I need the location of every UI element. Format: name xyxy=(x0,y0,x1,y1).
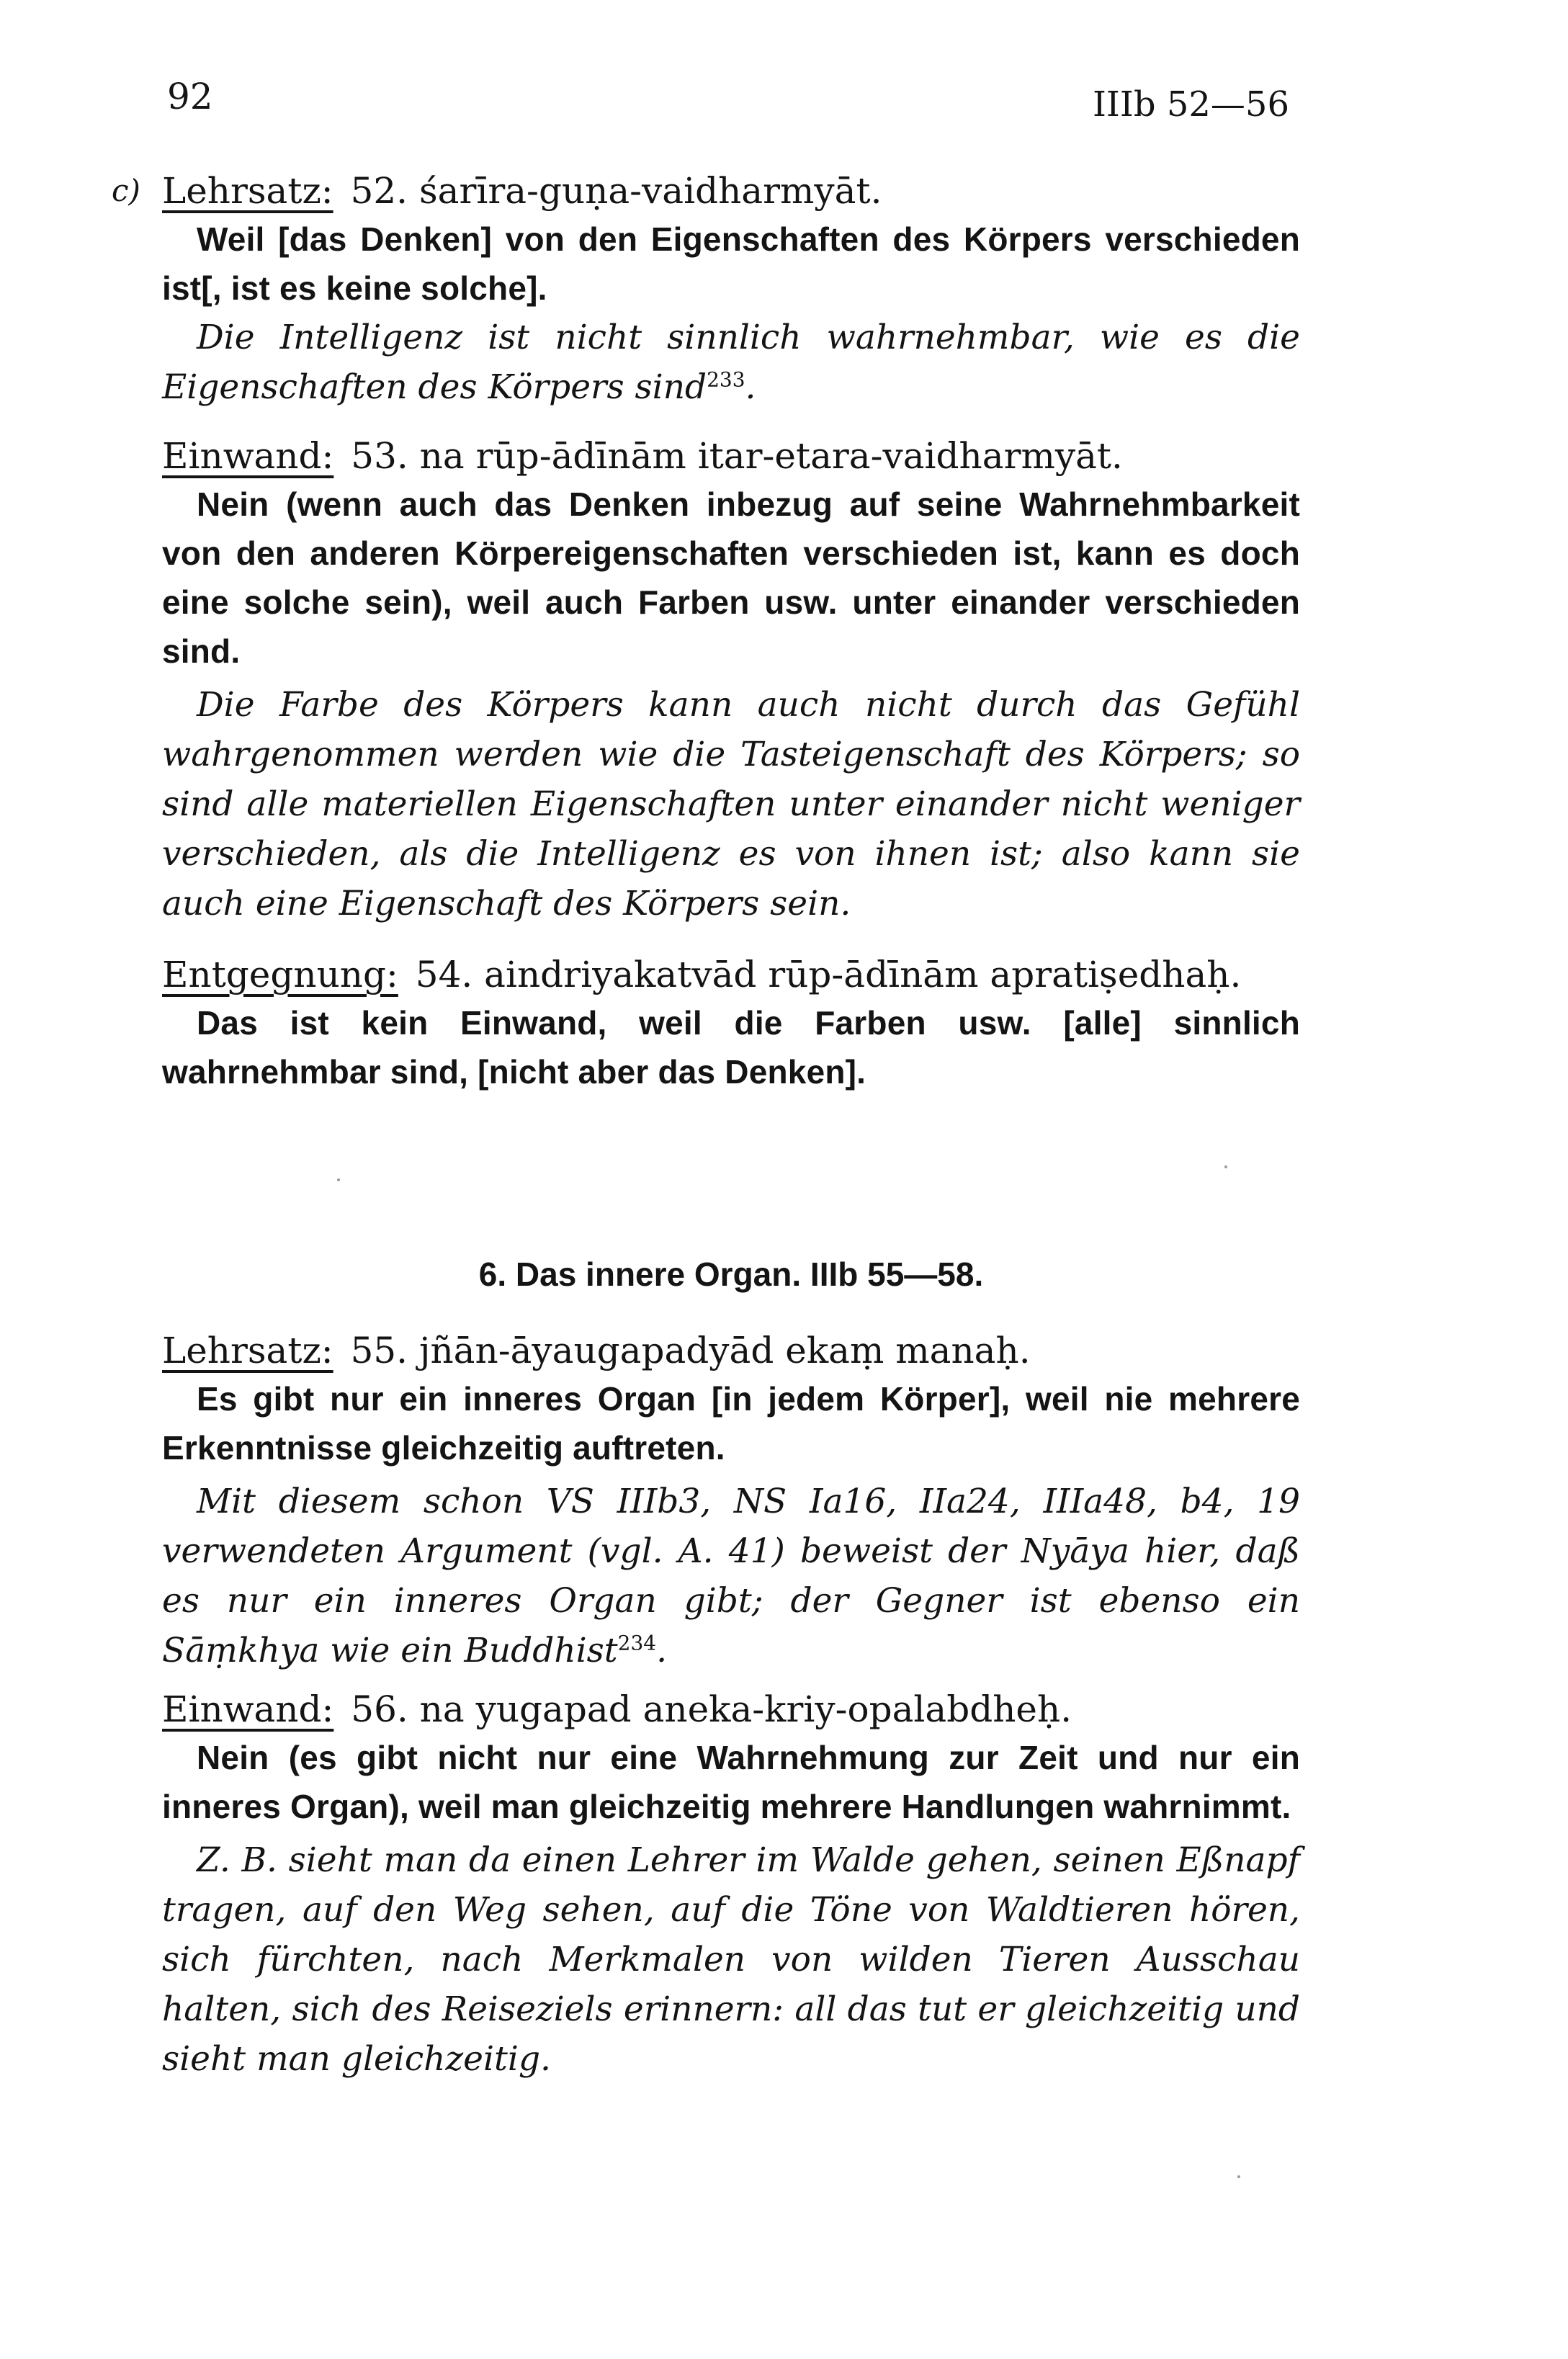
page-number: 92 xyxy=(167,76,213,117)
sutra-label: Einwand: xyxy=(162,1688,334,1730)
sutra-label: Lehrsatz: xyxy=(162,1330,333,1371)
sutra-text: 53. na rūp-ādīnām itar-etara-vaidharmyāt. xyxy=(351,435,1123,477)
sutra-translation: Das ist kein Einwand, weil die Farben usw. [alle] sinnlich wahrnehmbar sind, [nicht aber das Denken]. xyxy=(162,1004,1300,1091)
sutra-translation: Es gibt nur ein inneres Organ [in jedem Körper], weil nie mehrere Erkenntnisse gleichzeitig auftreten. xyxy=(162,1380,1300,1467)
section-marker: c) xyxy=(112,173,140,208)
speck xyxy=(337,1178,340,1181)
sutra-translation: Weil [das Denken] von den Eigenschaften des Körpers verschieden ist[, ist es keine solche]. xyxy=(162,220,1300,307)
sutra-54-line xyxy=(162,951,1300,998)
sutra-translation: Nein (wenn auch das Denken inbezug auf seine Wahrnehmbarkeit von den anderen Körpereigenschaften verschieden ist, kann es doch eine solche sein), weil auch Farben usw. unter einander verschieden sind. xyxy=(162,485,1300,670)
commentary-end: . xyxy=(656,1631,668,1670)
section-heading: 6. Das innere Organ. IIIb 55—58. xyxy=(478,1255,984,1293)
sutra-text: 56. na yugapad aneka-kriy-opalabdheḥ. xyxy=(351,1688,1072,1730)
sutra-translation: Nein (es gibt nicht nur eine Wahrnehmung zur Zeit und nur ein inneres Organ), weil man gleichzeitig mehrere Handlungen wahrnimmt. xyxy=(162,1739,1300,1825)
sutra-commentary: Die Farbe des Körpers kann auch nicht durch das Gefühl wahrgenommen werden wie die Tasteigenschaft des Körpers; so sind alle materiellen Eigenschaften unter einander nicht weniger verschieden, als die Intelligenz es von ihnen ist; also kann sie auch eine Eigenschaft des Körpers sein. xyxy=(162,685,1300,923)
commentary-end: . xyxy=(745,367,756,407)
sutra-54-block xyxy=(162,951,1300,1096)
commentary-text: Die Intelligenz ist nicht sinnlich wahrnehmbar, wie es die Eigenschaften des Körpers sind xyxy=(162,318,1300,407)
sutra-label: Einwand: xyxy=(162,435,334,477)
sutra-55-line xyxy=(162,1327,1300,1374)
sutra-text: 55. jñān-āyaugapadyād ekaṃ manaḥ. xyxy=(350,1330,1031,1371)
sutra-52-block xyxy=(112,167,1300,412)
footnote-ref: 234 xyxy=(617,1631,657,1655)
sutra-commentary: Z. B. sieht man da einen Lehrer im Walde gehen, seinen Eßnapf tragen, auf den Weg sehen, auf die Töne von Waldtieren hören, sich fürchten, nach Merkmalen von wilden Tieren Ausschau halten, sich des Reiseziels erinnern: all das tut er gleichzeitig und sieht man gleichzeitig. xyxy=(162,1840,1300,2079)
sutra-55-block xyxy=(162,1327,1300,1675)
sutra-label: Entgegnung: xyxy=(162,954,398,995)
sutra-56-line xyxy=(162,1686,1300,1733)
speck xyxy=(1224,1165,1227,1168)
sutra-label: Lehrsatz: xyxy=(162,170,333,212)
sutra-text: 52. śarīra-guṇa-vaidharmyāt. xyxy=(350,170,882,212)
sutra-53-line xyxy=(162,432,1300,480)
sutra-52-line xyxy=(112,167,1300,215)
sutra-commentary xyxy=(162,1477,1300,1675)
page-header xyxy=(164,68,1296,126)
sutra-text: 54. aindriyakatvād rūp-ādīnām apratiṣedhaḥ. xyxy=(415,954,1242,995)
speck xyxy=(1237,2175,1240,2178)
footnote-ref: 233 xyxy=(707,367,745,392)
sutra-commentary xyxy=(162,313,1300,412)
commentary-text: Mit diesem schon VS IIIb3, NS Ia16, IIa24, IIIa48, b4, 19 verwendeten Argument (vgl. A. 41) beweist der Nyāya hier, daß es nur ein inneres Organ gibt; der Gegner ist ebenso ein Sāṃkhya wie ein Buddhist xyxy=(162,1482,1300,1670)
sutra-53-block xyxy=(162,432,1300,928)
sutra-56-block xyxy=(162,1686,1300,2084)
running-head: IIIb 52—56 xyxy=(1092,84,1289,125)
